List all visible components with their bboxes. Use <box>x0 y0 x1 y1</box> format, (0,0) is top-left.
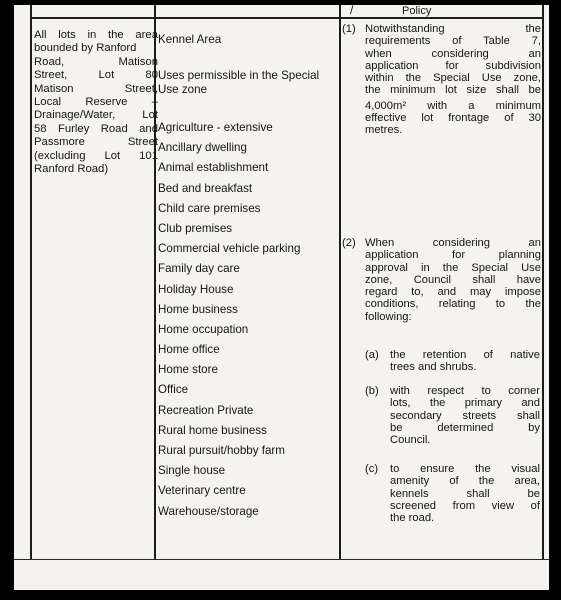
policy-line: be determined by <box>390 421 540 434</box>
use-item: Ancillary dwelling <box>158 141 247 155</box>
page-bottom-line <box>14 559 549 561</box>
policy-line: kennels shall be <box>390 487 540 500</box>
use-item: Home business <box>158 302 238 316</box>
policy-line: regard to, and may impose <box>365 286 541 299</box>
use-item: Warehouse/storage <box>158 504 259 518</box>
use-item: Rural pursuit/hobby farm <box>158 444 285 457</box>
use-item: Family day care <box>158 262 240 276</box>
use-item: Office <box>158 383 189 397</box>
policy-subitem-c <box>390 463 540 524</box>
subitem-label: (a) <box>365 349 379 361</box>
area-line: Street, Lot 80 <box>34 69 158 82</box>
policy-column-header: Policy <box>402 5 432 17</box>
area-line: Local Reserve – <box>34 96 158 109</box>
area-line: bounded by Ranford <box>34 42 137 55</box>
area-line: (excluding Lot 101 <box>34 149 158 162</box>
use-item: Rural home business <box>158 423 267 437</box>
use-item: Commercial vehicle parking <box>158 242 301 256</box>
area-line: Road, Matison <box>34 55 158 68</box>
policy-subitem-a <box>390 349 540 374</box>
policy-line: amenity of the area, <box>390 475 540 488</box>
use-item: Agriculture - extensive <box>158 121 273 134</box>
use-item: Holiday House <box>158 282 234 296</box>
table-border-left <box>30 5 32 560</box>
policy-line: secondary streets shall <box>390 409 540 422</box>
policy-line: within the Special Use zone, <box>365 72 541 85</box>
policy-line: zone, Council shall have <box>365 273 541 286</box>
header-slash-mark: / <box>350 5 354 17</box>
policy-line: lots, the primary and <box>390 397 540 410</box>
policy-line: the minimum lot size shall be <box>365 84 541 97</box>
policy-line: application for subdivision <box>365 59 541 72</box>
use-item: Home office <box>158 343 220 357</box>
policy-line: approval in the Special Use <box>365 261 541 274</box>
use-item: Animal establishment <box>158 161 269 175</box>
policy-number: (1) <box>342 23 356 35</box>
use-item: Recreation Private <box>158 403 254 417</box>
header-row-line <box>30 17 544 19</box>
use-item: Home store <box>158 363 218 377</box>
policy-line: effective lot frontage of 30 <box>365 112 541 125</box>
policy-line: requirements of Table 7, <box>365 35 541 48</box>
policy-line: following: <box>365 310 412 323</box>
area-line: Passmore Street <box>34 136 158 149</box>
use-item: Bed and breakfast <box>158 181 253 195</box>
use-item: Home occupation <box>158 322 249 336</box>
policy-line: screened from view of <box>390 499 540 512</box>
use-item: Child care premises <box>158 201 261 215</box>
policy-line: When considering an <box>365 237 541 249</box>
document-page <box>14 5 549 590</box>
policy-line: to ensure the visual <box>390 463 540 475</box>
use-item: Veterinary centre <box>158 484 246 498</box>
area-line: Drainage/Water, Lot <box>34 109 158 122</box>
policy-line: the retention of native <box>390 349 540 361</box>
area-line: Matison Street, <box>34 82 158 95</box>
subitem-label: (c) <box>365 463 379 475</box>
policy-paragraph-1 <box>365 23 541 137</box>
table-border-right <box>542 5 544 560</box>
uses-subheading-line: Uses permissible in the Special <box>158 69 320 82</box>
policy-line: Council. <box>390 434 431 447</box>
area-description-cell <box>34 29 158 176</box>
policy-line: 4,000m² with a minimum <box>365 99 541 112</box>
policy-number: (2) <box>342 237 356 249</box>
policy-line: with respect to corner <box>390 385 540 397</box>
policy-line: when considering an <box>365 47 541 60</box>
use-item: Single house <box>158 464 226 478</box>
policy-line: Notwithstanding the <box>365 23 541 35</box>
policy-line: the road. <box>390 512 435 525</box>
area-line: Ranford Road) <box>34 163 109 176</box>
policy-line: application for planning <box>365 249 541 262</box>
area-line: 58 Furley Road and <box>34 122 158 135</box>
area-line: All lots in the area <box>34 29 158 41</box>
policy-line: conditions, relating to the <box>365 298 541 311</box>
policy-paragraph-2 <box>365 237 541 323</box>
use-item: Club premises <box>158 221 233 235</box>
policy-line: metres. <box>365 124 403 137</box>
kennel-area-heading: Kennel Area <box>158 33 222 46</box>
subitem-label: (b) <box>365 385 379 397</box>
policy-subitem-b <box>390 385 540 446</box>
policy-line: trees and shrubs. <box>390 361 477 374</box>
uses-list <box>158 118 340 522</box>
uses-subheading-line: Use zone <box>158 83 207 96</box>
